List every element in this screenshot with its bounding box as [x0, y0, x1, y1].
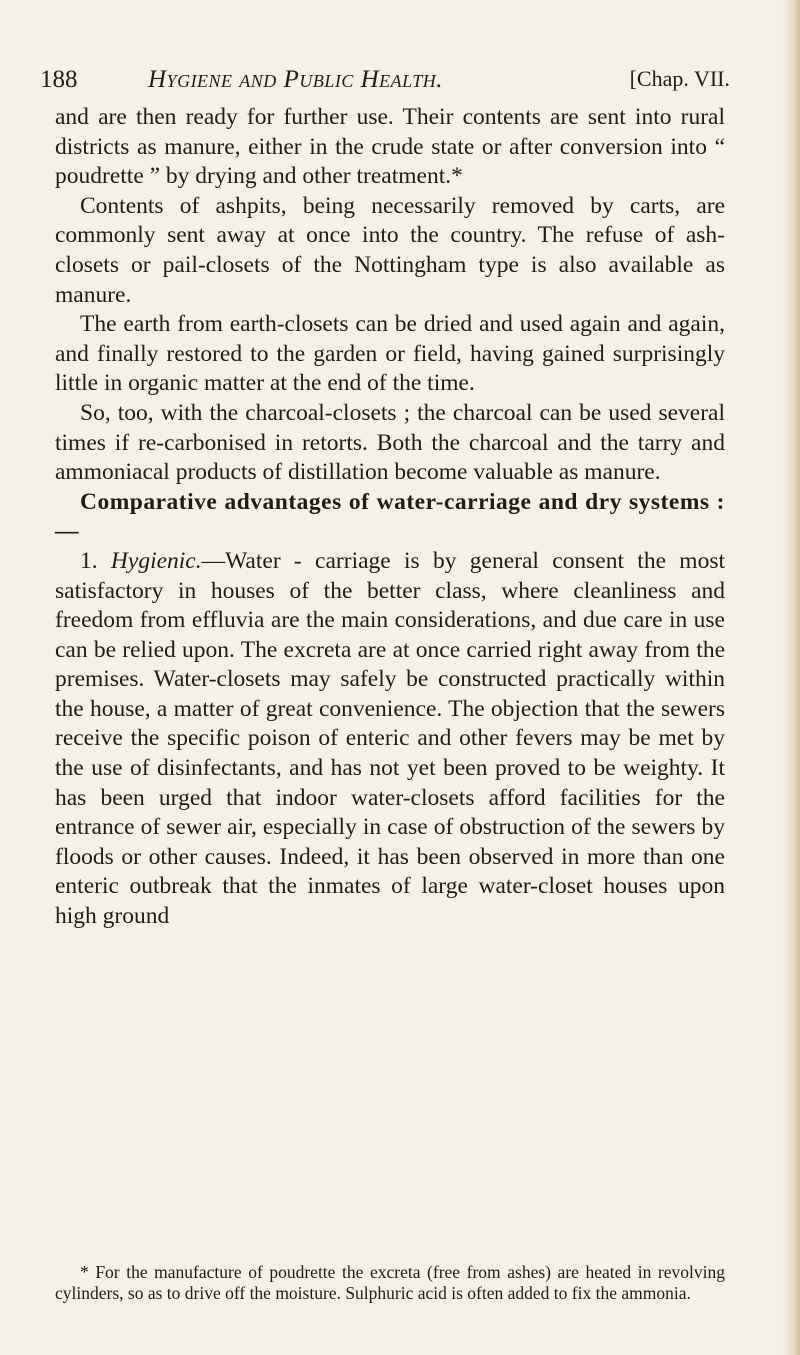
chapter-label: [Chap. VII. — [629, 66, 730, 91]
point-hygienic — [55, 547, 725, 932]
point-text: Water - carriage is by general consent the most satisfactory in houses of the better class, where cleanliness and freedom from effluvia are the main considerations, and due care in use can be relied upon. The excreta are at once carried right away from the premises. Water-closets may safely be constructed practically within the house, a matter of great convenience. The objection that the sewers receive the specific poison of enteric and other fevers may be met by the use of disinfectants, and has not yet been proved to be weighty. It has been urged that indoor water-closets afford facilities for the entrance of sewer air, especially in case of obstruction of the sewers by floods or other causes. Indeed, it has been observed in more than one enteric outbreak that the inmates of large water-closet houses upon high ground — [55, 547, 725, 930]
page-number: 188 — [40, 66, 78, 93]
footnote: * For the manufacture of poudrette the excreta (free from ashes) are heated in revolving cylinders, so as to drive off the moisture. Sulphuric acid is often added to fix the ammonia. — [55, 1261, 725, 1303]
page-edge-shadow — [782, 0, 800, 1355]
paragraph-continued: and are then ready for further use. Their contents are sent into rural districts as manure, either in the crude state or after conversion into “ poudrette ” by drying and other treatment.* — [55, 104, 725, 190]
point-dash: — — [201, 547, 226, 574]
main-text — [55, 103, 725, 932]
paragraph-charcoal-closets: So, too, with the charcoal-closets ; the charcoal can be used several times if re-carbonised in retorts. Both the charcoal and the tarry and ammoniacal products of distillation become valuable as manure. — [55, 399, 725, 486]
point-number: 1. — [80, 547, 98, 574]
point-label: Hygienic. — [110, 547, 202, 574]
paragraph-ashpits: Contents of ashpits, being necessarily removed by carts, are commonly sent away at once into the country. The refuse of ash-closets or pail-closets of the Nottingham type is also available as manure. — [55, 192, 725, 308]
section-heading: Comparative advantages of water-carriage and dry systems :— — [55, 488, 725, 545]
running-header — [40, 66, 730, 106]
running-title: Hygiene and Public Health. — [148, 66, 444, 93]
paragraph-earth-closets: The earth from earth-closets can be dried and used again and again, and finally restored to the garden or field, having gained surprisingly little in organic matter at the end of the time. — [55, 311, 725, 397]
